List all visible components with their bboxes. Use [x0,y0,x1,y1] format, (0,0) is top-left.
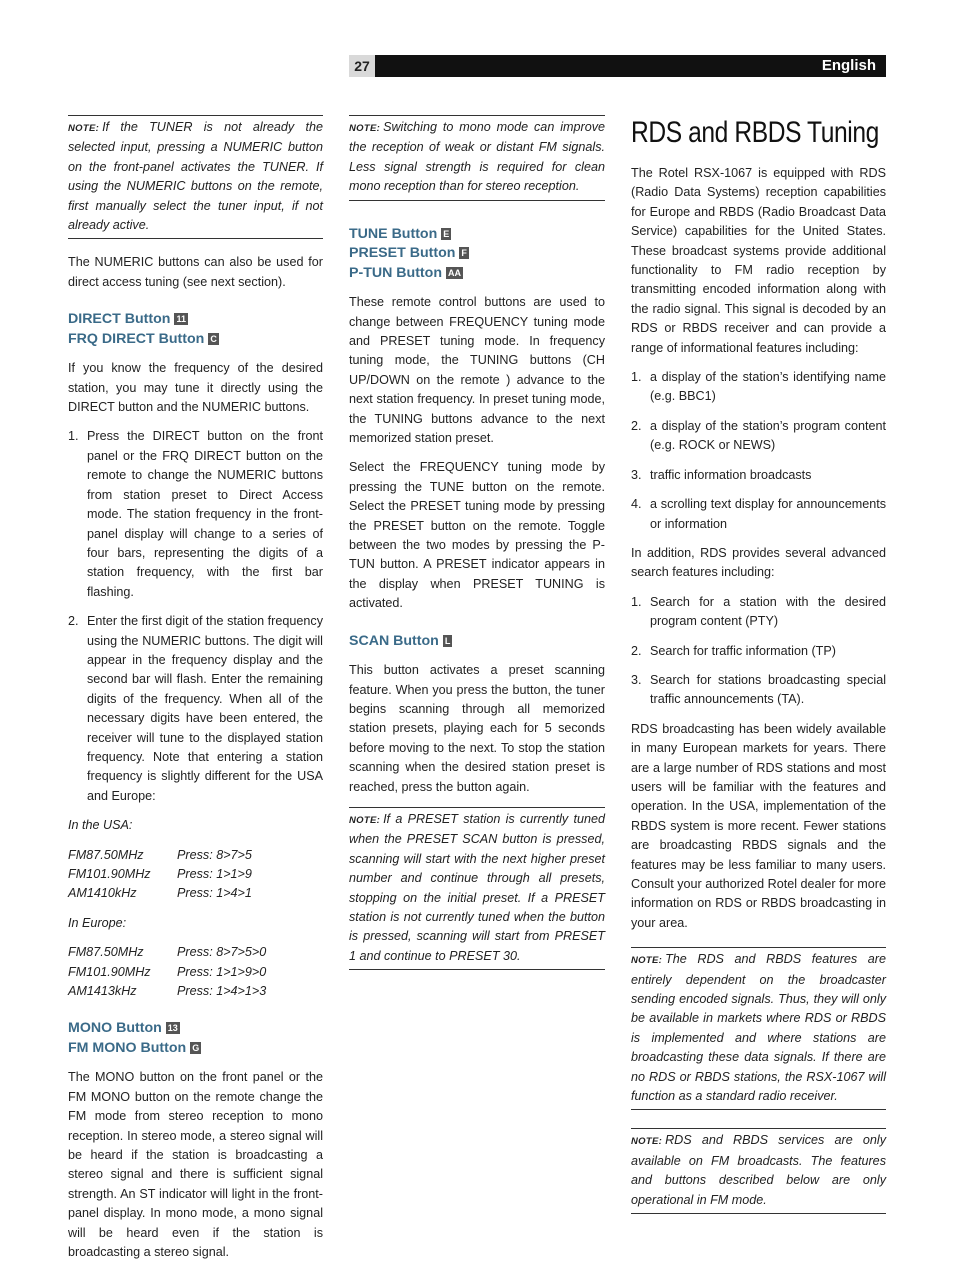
paragraph: The Rotel RSX-1067 is equipped with RDS (Radio Data Systems) reception capabilities for Europe and RBDS (Radio Broadcast Data Service) capabilities for the United States. These broadcast systems provide additional functionality to FM radio reception by transmitting encoded information along with the radio signal. This signal is decoded by an RDS or RBDS receiver and can provide a range of informational features including: [631,166,886,355]
table-row: FM87.50MHz Press: 8>7>5 [68,847,252,862]
heading-tune-button [349,225,605,284]
usa-frequency-table [68,846,323,904]
note-text: If a PRESET station is currently tuned when the PRESET SCAN button is pressed, scanning will start with the next higher preset number and continue through all presets, stopping on the initial preset. If a PRESET station is not currently tuned when the button is pressed, scanning will start from PRESET 1 and continue to PRESET 30. [349,811,605,963]
table-row: FM101.90MHz Press: 1>1>9>0 [68,964,267,979]
button-badge: E [443,228,450,239]
table-row: FM101.90MHz Press: 1>1>9 [68,867,252,881]
note-tuner [68,115,323,239]
heading-line: P-TUN Button [349,264,442,281]
heading-scan-button [349,632,605,652]
paragraph: These remote control buttons are used to change between FREQUENCY tuning mode and PRESET tuning mode. In frequency tuning mode, the TUNING buttons (CH UP/DOWN on the remote ) advance to the next station frequency. In preset tuning mode, the TUNING buttons advance to the next memorized station preset. [349,295,605,445]
rds-features-list [631,368,886,534]
note-text: RDS and RBDS services are only available on FM broadcasts. The features and buttons described below are only operational in FM mode. [631,1133,886,1207]
list-item: 3. Search for stations broadcasting special traffic announcements (TA). [631,672,886,707]
note-label: NOTE: [631,955,663,967]
note-text: Switching to mono mode can improve the reception of weak or distant FM signals. Less signal strength is required for clean mono reception than for stereo reception. [349,120,605,194]
button-badge: AA [447,267,461,278]
paragraph: If you know the frequency of the desired station, you may tune it directly using the DIRECT button and the NUMERIC buttons. [68,361,323,415]
paragraph: The NUMERIC buttons can also be used for direct access tuning (see next section). [68,255,323,289]
page-number: 27 [349,55,375,77]
heading-line: MONO Button [68,1020,162,1037]
heading-line: FRQ DIRECT Button [68,330,205,347]
note-fm-only [631,1128,886,1214]
note-label: NOTE: [631,1136,663,1148]
button-badge: G [192,1042,200,1053]
list-item: 1. a display of the station’s identifying name (e.g. BBC1) [631,370,886,404]
paragraph: Select the FREQUENCY tuning mode by pressing the TUNE button on the remote. Select the PRESET tuning mode by pressing the PRESET button on the remote. Toggle between the two modes by pressing the P-TUN button. A PRESET indicator appears in the display when PRESET TUNING is activated. [349,460,605,611]
list-item: 2. Search for traffic information (TP) [631,643,836,658]
table-row: AM1410kHz Press: 1>4>1 [68,886,252,901]
note-label: NOTE: [349,123,381,134]
europe-frequency-table [68,943,323,1001]
column-2 [349,115,605,984]
list-item: 2. Enter the first digit of the station frequency using the NUMERIC buttons. The digit will appear in the frequency display and the second bar will flash. Enter the remaining digits of the frequency. When all of the necessary digits have been entered, the receiver will tune to the displayed station frequency. Note that entering a station frequency is slightly different for the USA and Europe: [68,614,323,803]
usa-label: In the USA: [68,818,133,833]
table-row: FM87.50MHz Press: 8>7>5>0 [68,945,267,960]
language-header: English [375,55,886,77]
paragraph: The MONO button on the front panel or the FM MONO button on the remote change the FM mode from stereo reception to mono reception. In stereo mode, a stereo signal will be heard if the station is broadcasting a stereo signal and there is sufficient signal strength. An ST indicator will light in the front-panel display. In mono mode, a mono signal will be heard even if the station is broadcasting a stereo signal. [68,1070,323,1260]
heading-line: SCAN Button [349,632,439,649]
direct-steps-list [68,427,323,806]
button-badge: 13 [167,1023,178,1034]
table-row: AM1413kHz Press: 1>4>1>3 [68,984,267,999]
paragraph: This button activates a preset scanning feature. When you press the button, the tuner begins scanning through all memorized station presets, playing each for 5 seconds before moving to the next. To stop the station scanning when the desired station preset is reached, press the button again. [349,663,605,794]
note-preset-scan [349,807,605,970]
note-label: NOTE: [349,814,381,826]
list-item: 1. Search for a station with the desired program content (PTY) [631,594,886,629]
button-badge: L [444,635,451,646]
note-mono [349,115,605,201]
list-item: 2. a display of the station’s program content (e.g. ROCK or NEWS) [631,418,886,453]
heading-line: FM MONO Button [68,1039,187,1056]
list-item: 4. a scrolling text display for announcements or information [631,497,886,531]
button-badge: 11 [176,314,186,325]
heading-line: PRESET Button [349,245,456,262]
list-item: 1. Press the DIRECT button on the front panel or the FRQ DIRECT button on the remote to change the NUMERIC buttons from station preset to Direct Access mode. The station frequency in the front-panel display will change to a series of four bars, representing the digits of a station frequency, with the first bar flashing. [68,429,323,599]
column-3 [631,115,886,1228]
heading-direct-button [68,310,323,349]
button-badge: F [461,248,467,259]
note-text: If the TUNER is not already the selected input, pressing a NUMERIC button on the front-panel activates the TUNER. If using the NUMERIC buttons on the remote, first manually select the tuner input, if not already active. [68,120,323,233]
note-text: The RDS and RBDS features are entirely dependent on the broadcaster sending encoded signals. Thus, they will only be available in markets where RDS or RBDS is implemented and where stations are broadcasting these data signals. If there are no RDS or RBDS stations, the RSX-1067 will function as a standard radio receiver. [631,952,886,1104]
section-title: RDS and RBDS Tuning [631,116,879,149]
column-1 [68,115,323,1272]
note-rds-dependency [631,947,886,1110]
europe-label: In Europe: [68,915,127,930]
button-badge: C [210,333,217,344]
paragraph: In addition, RDS provides several advanced search features including: [631,545,886,580]
heading-line: DIRECT Button [68,311,171,328]
heading-line: TUNE Button [349,225,438,242]
rds-search-list [631,593,886,710]
paragraph: RDS broadcasting has been widely available in many European markets for years. There are a large number of RDS stations and most users will be familiar with the features and operation. In the USA, implementation of the RBDS system is more recent. Fewer stations are broadcasting RBDS signals and the features may be less familiar to many users. Consult your authorized Rotel dealer for more information on RDS or RBDS broadcasting in your area. [631,721,886,930]
heading-mono-button [68,1019,323,1058]
note-label: NOTE: [68,123,100,134]
list-item: 3. traffic information broadcasts [631,467,812,482]
